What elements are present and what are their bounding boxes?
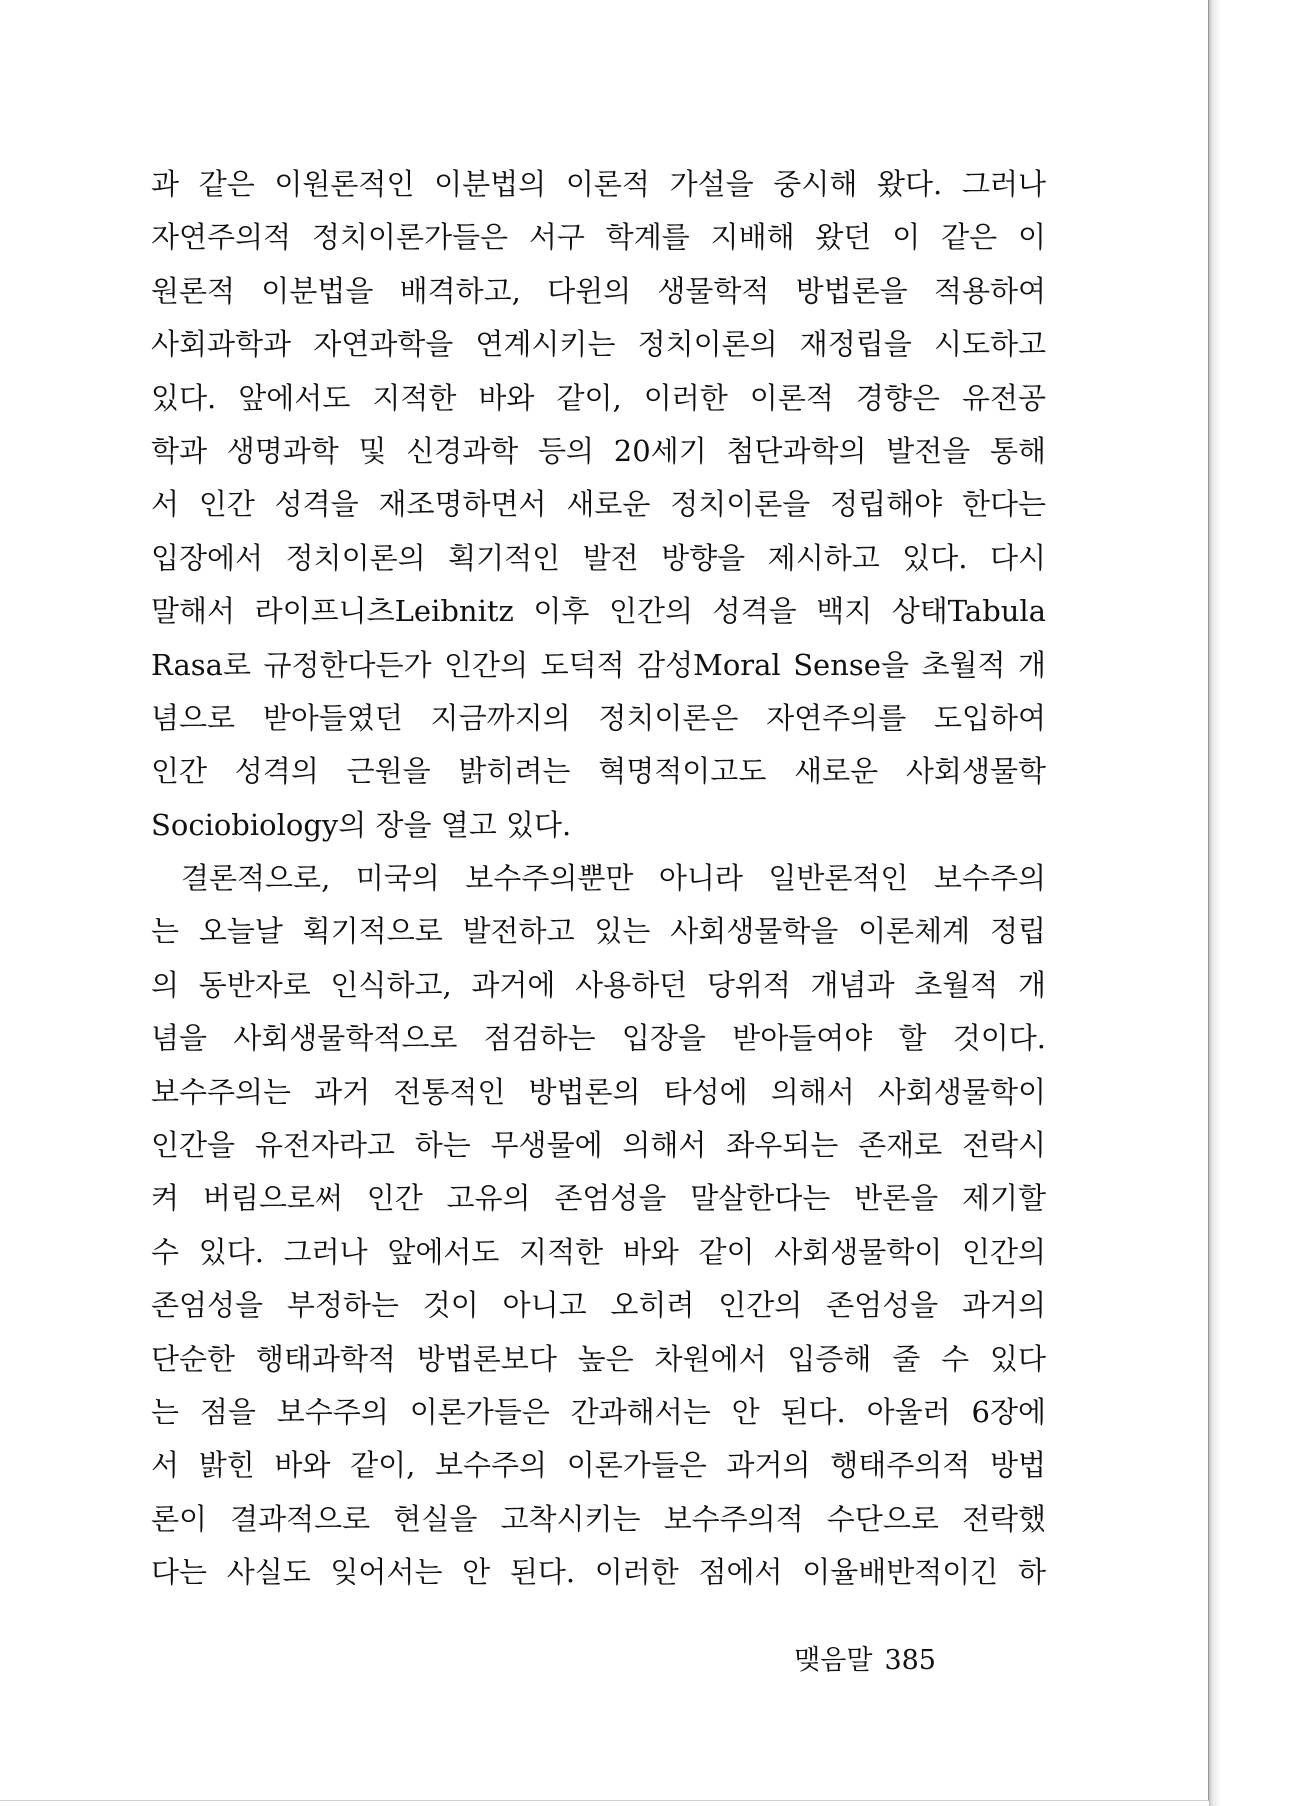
text-line: 존엄성을 부정하는 것이 아니고 오히려 인간의 존엄성을 과거의	[151, 1288, 1046, 1323]
body-text	[151, 158, 1046, 1600]
running-footer-title: 맺음말	[794, 1645, 873, 1676]
text-line: 인간 성격의 근원을 밝히려는 혁명적이고도 새로운 사회생물학	[151, 754, 1046, 789]
text-line: 말해서 라이프니츠Leibnitz 이후 인간의 성격을 백지 상태Tabula	[151, 594, 1046, 629]
text-line: 의 동반자로 인식하고, 과거에 사용하던 당위적 개념과 초월적 개	[151, 967, 1046, 1002]
text-line: 과 같은 이원론적인 이분법의 이론적 가설을 중시해 왔다. 그러나	[151, 167, 1046, 201]
text-line: 단순한 행태과학적 방법론보다 높은 차원에서 입증해 줄 수 있다	[151, 1341, 1046, 1376]
text-line: 다는 사실도 잊어서는 안 된다. 이러한 점에서 이율배반적이긴 하	[151, 1555, 1046, 1590]
text-line: 원론적 이분법을 배격하고, 다윈의 생물학적 방법론을 적용하여	[151, 273, 1046, 308]
text-line: 입장에서 정치이론의 획기적인 발전 방향을 제시하고 있다. 다시	[151, 540, 1046, 575]
page-edge	[1209, 0, 1221, 1806]
text-line: 서 인간 성격을 재조명하면서 새로운 정치이론을 정립해야 한다는	[151, 487, 1046, 522]
text-line: 자연주의적 정치이론가들은 서구 학계를 지배해 왔던 이 같은 이	[151, 220, 1046, 255]
text-line: 서 밝힌 바와 같이, 보수주의 이론가들은 과거의 행태주의적 방법	[151, 1448, 1046, 1483]
text-line: 있다. 앞에서도 지적한 바와 같이, 이러한 이론적 경향은 유전공	[151, 380, 1046, 415]
text-line: 수 있다. 그러나 앞에서도 지적한 바와 같이 사회생물학이 인간의	[151, 1234, 1046, 1269]
text-line: 념으로 받아들였던 지금까지의 정치이론은 자연주의를 도입하여	[151, 700, 1046, 735]
text-line: 념을 사회생물학적으로 점검하는 입장을 받아들여야 할 것이다.	[151, 1021, 1046, 1056]
paragraph-start-line: 결론적으로, 미국의 보수주의뿐만 아니라 일반론적인 보수주의	[181, 861, 1046, 896]
text-line: 는 오늘날 획기적으로 발전하고 있는 사회생물학을 이론체계 정립	[151, 914, 1046, 949]
text-line: 인간을 유전자라고 하는 무생물에 의해서 좌우되는 존재로 전락시	[151, 1128, 1046, 1163]
text-line: 는 점을 보수주의 이론가들은 간과해서는 안 된다. 아울러 6장에	[151, 1394, 1046, 1429]
page-number: 385	[884, 1645, 936, 1676]
text-line: 켜 버림으로써 인간 고유의 존엄성을 말살한다는 반론을 제기할	[151, 1181, 1046, 1216]
text-line: 론이 결과적으로 현실을 고착시키는 보수주의적 수단으로 전락했	[151, 1501, 1046, 1536]
text-line: 학과 생명과학 및 신경과학 등의 20세기 첨단과학의 발전을 통해	[151, 433, 1046, 468]
text-line: Rasa로 규정한다든가 인간의 도덕적 감성Moral Sense을 초월적 개	[151, 647, 1046, 682]
text-line: 사회과학과 자연과학을 연계시키는 정치이론의 재정립을 시도하고	[151, 327, 1047, 362]
paragraph-end-line: Sociobiology의 장을 열고 있다.	[151, 807, 572, 842]
page-footer	[794, 1638, 936, 1677]
text-line: 보수주의는 과거 전통적인 방법론의 타성에 의해서 사회생물학이	[151, 1074, 1046, 1109]
